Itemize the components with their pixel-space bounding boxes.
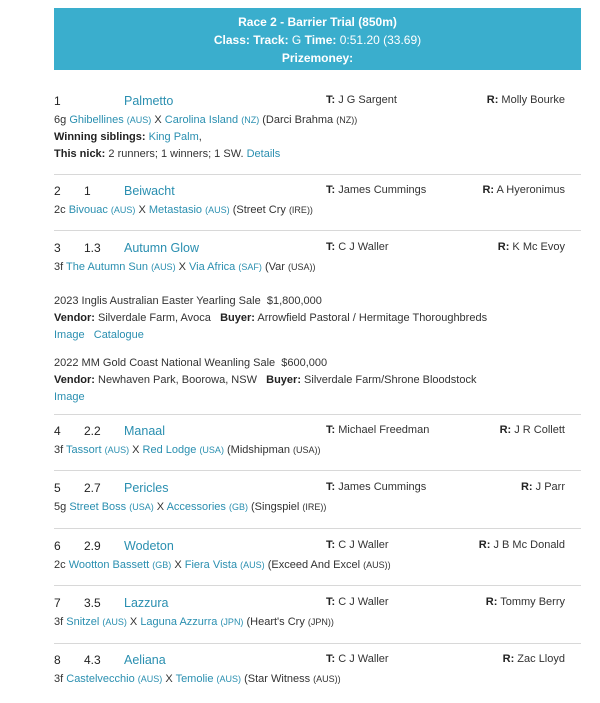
damsire-name: (Street Cry <box>232 204 286 216</box>
pedigree-line <box>54 442 581 459</box>
race-header <box>54 8 581 70</box>
runner-position: 3 <box>54 241 61 255</box>
runner-odds: 1 <box>84 184 91 198</box>
sire-name: Snitzel <box>66 616 100 628</box>
runner-odds: 1.3 <box>84 241 101 255</box>
sire-name: The Autumn Sun <box>66 261 148 273</box>
dam-link[interactable] <box>140 616 243 628</box>
cross-symbol: X <box>156 501 165 513</box>
dam-link[interactable] <box>143 444 224 456</box>
sire-country: (AUS) <box>102 617 127 627</box>
rider-label: R: <box>497 241 510 253</box>
cross-symbol: X <box>174 559 182 571</box>
rider-name: J B Mc Donald <box>493 539 565 551</box>
dam-country: (AUS) <box>240 560 265 570</box>
horse-name-link[interactable]: Wodeton <box>124 539 174 553</box>
damsire-name: (Var <box>264 261 285 273</box>
sire-link[interactable] <box>69 501 153 513</box>
catalogue-link[interactable]: Catalogue <box>93 329 144 341</box>
runner-entry <box>54 94 581 163</box>
sire-name: Wootton Bassett <box>68 559 150 571</box>
winning-siblings-suffix: , <box>198 131 202 143</box>
race-title: Race 2 - Barrier Trial (850m) <box>238 15 397 29</box>
trainer <box>326 184 426 196</box>
cross-symbol: X <box>154 114 162 126</box>
image-link[interactable]: Image <box>54 329 85 341</box>
rider-label: R: <box>485 596 498 608</box>
race-class-track-time <box>54 31 581 49</box>
details-link[interactable]: Details <box>246 148 281 160</box>
dam-link[interactable] <box>167 501 248 513</box>
runner-entry <box>54 481 581 516</box>
sire-link[interactable] <box>66 673 162 685</box>
horse-name-link[interactable]: Manaal <box>124 424 165 438</box>
runner-entry <box>54 539 581 574</box>
dam-name: Laguna Azzurra <box>140 616 218 628</box>
pedigree-line <box>54 202 581 219</box>
dam-link[interactable] <box>185 559 265 571</box>
dam-link[interactable] <box>189 261 262 273</box>
cross-symbol: X <box>178 261 186 273</box>
trainer <box>326 241 389 253</box>
damsire-name: (Star Witness <box>244 673 311 685</box>
runner-entry <box>54 424 581 459</box>
horse-name-link[interactable]: Aeliana <box>124 653 166 667</box>
cross-symbol: X <box>165 673 173 685</box>
damsire-country: (IRE)) <box>288 205 313 215</box>
divider <box>54 230 581 231</box>
sale-parties <box>54 372 581 389</box>
sire-link[interactable] <box>66 444 129 456</box>
sale-name: 2023 Inglis Australian Easter Yearling Sale <box>54 295 261 307</box>
rider-name: A Hyeronimus <box>496 184 565 196</box>
horse-name-link[interactable]: Palmetto <box>124 94 174 108</box>
trainer <box>326 481 426 493</box>
sire-link[interactable] <box>69 114 151 126</box>
sale-price: $1,800,000 <box>266 295 322 307</box>
rider <box>479 539 565 551</box>
sale-parties <box>54 310 581 327</box>
trainer <box>326 596 389 608</box>
dam-name: Fiera Vista <box>184 559 238 571</box>
divider <box>54 528 581 529</box>
damsire-name: (Exceed And Excel <box>267 559 361 571</box>
sire-link[interactable] <box>69 559 172 571</box>
age-sex: 2c <box>54 559 66 571</box>
runner-odds: 2.7 <box>84 481 101 495</box>
buyer-label: Buyer: <box>266 374 301 386</box>
vendor-label: Vendor: <box>54 312 95 324</box>
track-label: Track: <box>253 33 289 47</box>
dam-name: Via Africa <box>189 261 236 273</box>
age-sex: 3f <box>54 261 64 273</box>
sire-link[interactable] <box>66 616 127 628</box>
damsire-country: (IRE)) <box>302 502 327 512</box>
age-sex: 6g <box>54 114 67 126</box>
runner-position: 5 <box>54 481 61 495</box>
sale-name: 2022 MM Gold Coast National Weanling Sale <box>54 357 276 369</box>
sale-record <box>54 293 581 310</box>
rider-label: R: <box>502 653 515 665</box>
runner-position: 6 <box>54 539 61 553</box>
trainer-name: C J Waller <box>338 241 389 253</box>
rider-name: Zac Lloyd <box>517 653 565 665</box>
rider <box>482 184 565 196</box>
nick-value: 2 runners; 1 winners; 1 SW. <box>108 148 244 160</box>
sire-country: (AUS) <box>110 205 136 215</box>
damsire-country: (USA)) <box>293 445 321 455</box>
divider <box>54 414 581 415</box>
class-label: Class: <box>213 33 250 47</box>
runner-position: 8 <box>54 653 61 667</box>
damsire-country: (AUS)) <box>363 560 391 570</box>
dam-link[interactable] <box>149 204 230 216</box>
sire-name: Street Boss <box>69 501 127 513</box>
dam-country: (GB) <box>228 502 248 512</box>
damsire-country: (NZ)) <box>336 115 358 125</box>
sire-name: Castelvecchio <box>66 673 135 685</box>
age-sex: 5g <box>54 501 67 513</box>
rider <box>500 424 565 436</box>
runner-odds: 3.5 <box>84 596 101 610</box>
cross-symbol: X <box>132 444 140 456</box>
divider <box>54 643 581 644</box>
pedigree-line <box>54 499 581 516</box>
age-sex: 2c <box>54 204 66 216</box>
buyer-name: Silverdale Farm/Shrone Bloodstock <box>304 374 477 386</box>
track-value: G <box>291 33 302 47</box>
dam-country: (JPN) <box>220 617 244 627</box>
pedigree-line <box>54 614 581 631</box>
sire-country: (GB) <box>152 560 172 570</box>
sire-country: (USA) <box>129 502 154 512</box>
trainer-name: James Cummings <box>338 184 427 196</box>
vendor-name: Newhaven Park, Boorowa, NSW <box>98 374 257 386</box>
sire-country: (AUS) <box>104 445 130 455</box>
rider-label: R: <box>520 481 533 493</box>
sire-country: (AUS) <box>151 262 176 272</box>
dam-name: Red Lodge <box>142 444 197 456</box>
sale-links <box>54 327 581 344</box>
divider <box>54 585 581 586</box>
sale-record <box>54 355 581 372</box>
runner-position: 7 <box>54 596 61 610</box>
sire-name: Tassort <box>66 444 102 456</box>
this-nick-label: This nick: <box>54 148 106 160</box>
runner-odds: 2.2 <box>84 424 101 438</box>
dam-name: Temolie <box>175 673 214 685</box>
dam-name: Accessories <box>166 501 226 513</box>
sire-link[interactable] <box>69 204 136 216</box>
cross-symbol: X <box>129 616 138 628</box>
runner-position: 2 <box>54 184 61 198</box>
pedigree-line <box>54 112 581 129</box>
vendor-label: Vendor: <box>54 374 95 386</box>
divider <box>54 470 581 471</box>
trainer-name: C J Waller <box>338 596 389 608</box>
trainer-label: T: <box>326 424 336 436</box>
winning-siblings <box>54 129 581 146</box>
runner-position: 4 <box>54 424 61 438</box>
horse-name-link[interactable]: Beiwacht <box>124 184 175 198</box>
dam-name: Metastasio <box>148 204 203 216</box>
trainer-label: T: <box>326 481 336 493</box>
image-link[interactable]: Image <box>54 391 85 403</box>
runner-entry <box>54 653 581 688</box>
time-value: 0:51.20 (33.69) <box>339 33 422 47</box>
rider-label: R: <box>499 424 512 436</box>
damsire-country: (AUS)) <box>313 674 341 684</box>
trainer-label: T: <box>326 653 336 665</box>
trainer-label: T: <box>326 94 336 106</box>
rider-name: Molly Bourke <box>501 94 565 106</box>
damsire-country: (JPN)) <box>307 617 334 627</box>
rider <box>503 653 565 665</box>
age-sex: 3f <box>54 444 64 456</box>
rider-label: R: <box>486 94 499 106</box>
rider-label: R: <box>478 539 491 551</box>
trainer <box>326 653 389 665</box>
trainer-label: T: <box>326 241 336 253</box>
sire-country: (AUS) <box>126 115 152 125</box>
sire-link[interactable] <box>66 261 176 273</box>
trainer-label: T: <box>326 184 336 196</box>
rider-name: K Mc Evoy <box>512 241 565 253</box>
horse-name-link[interactable]: Autumn Glow <box>124 241 200 255</box>
runner-position: 1 <box>54 94 61 108</box>
dam-link[interactable] <box>165 114 259 126</box>
trainer <box>326 539 389 551</box>
dam-country: (NZ) <box>241 115 260 125</box>
pedigree-line <box>54 557 581 574</box>
trainer-label: T: <box>326 539 336 551</box>
sire-country: (AUS) <box>137 674 163 684</box>
age-sex: 3f <box>54 673 64 685</box>
divider <box>54 174 581 175</box>
sale-links <box>54 389 581 406</box>
rider <box>486 596 565 608</box>
rider <box>498 241 565 253</box>
trainer-name: J G Sargent <box>338 94 397 106</box>
trainer <box>326 424 429 436</box>
damsire-name: (Singspiel <box>251 501 300 513</box>
dam-country: (USA) <box>199 445 224 455</box>
trainer-name: C J Waller <box>338 653 389 665</box>
rider-name: Tommy Berry <box>500 596 565 608</box>
prizemoney-label: Prizemoney: <box>281 51 354 65</box>
vendor-name: Silverdale Farm, Avoca <box>98 312 211 324</box>
rider-label: R: <box>482 184 495 196</box>
trainer-name: James Cummings <box>338 481 427 493</box>
pedigree-line <box>54 259 581 276</box>
trainer-name: C J Waller <box>338 539 389 551</box>
winning-siblings-label: Winning siblings: <box>54 131 146 143</box>
rider-name: J R Collett <box>514 424 565 436</box>
sire-name: Bivouac <box>68 204 108 216</box>
rider <box>521 481 565 493</box>
runner-odds: 4.3 <box>84 653 101 667</box>
runner-entry <box>54 241 581 406</box>
damsire-name: (Darci Brahma <box>262 114 334 126</box>
horse-name-link[interactable]: Pericles <box>124 481 169 495</box>
dam-country: (AUS) <box>216 674 242 684</box>
age-sex: 3f <box>54 616 64 628</box>
horse-name-link[interactable]: Lazzura <box>124 596 169 610</box>
dam-country: (AUS) <box>205 205 230 215</box>
damsire-name: (Midshipman <box>227 444 290 456</box>
buyer-name: Arrowfield Pastoral / Hermitage Thoroughbreds <box>257 312 488 324</box>
rider-name: J Parr <box>535 481 565 493</box>
trainer-label: T: <box>326 596 336 608</box>
damsire-country: (USA)) <box>287 262 316 272</box>
sire-name: Ghibellines <box>69 114 124 126</box>
runner-odds: 2.9 <box>84 539 101 553</box>
pedigree-line <box>54 671 581 688</box>
trainer <box>326 94 397 106</box>
dam-link[interactable] <box>176 673 241 685</box>
sale-price: $600,000 <box>281 357 328 369</box>
runner-entry <box>54 596 581 631</box>
cross-symbol: X <box>138 204 146 216</box>
time-label: Time: <box>304 33 337 47</box>
winning-sibling-link[interactable]: King Palm <box>148 131 199 143</box>
dam-name: Carolina Island <box>164 114 239 126</box>
rider <box>487 94 565 106</box>
dam-country: (SAF) <box>238 262 262 272</box>
trainer-name: Michael Freedman <box>338 424 430 436</box>
buyer-label: Buyer: <box>220 312 255 324</box>
nick-stats <box>54 146 581 163</box>
runner-entry <box>54 184 581 219</box>
damsire-name: (Heart's Cry <box>246 616 305 628</box>
